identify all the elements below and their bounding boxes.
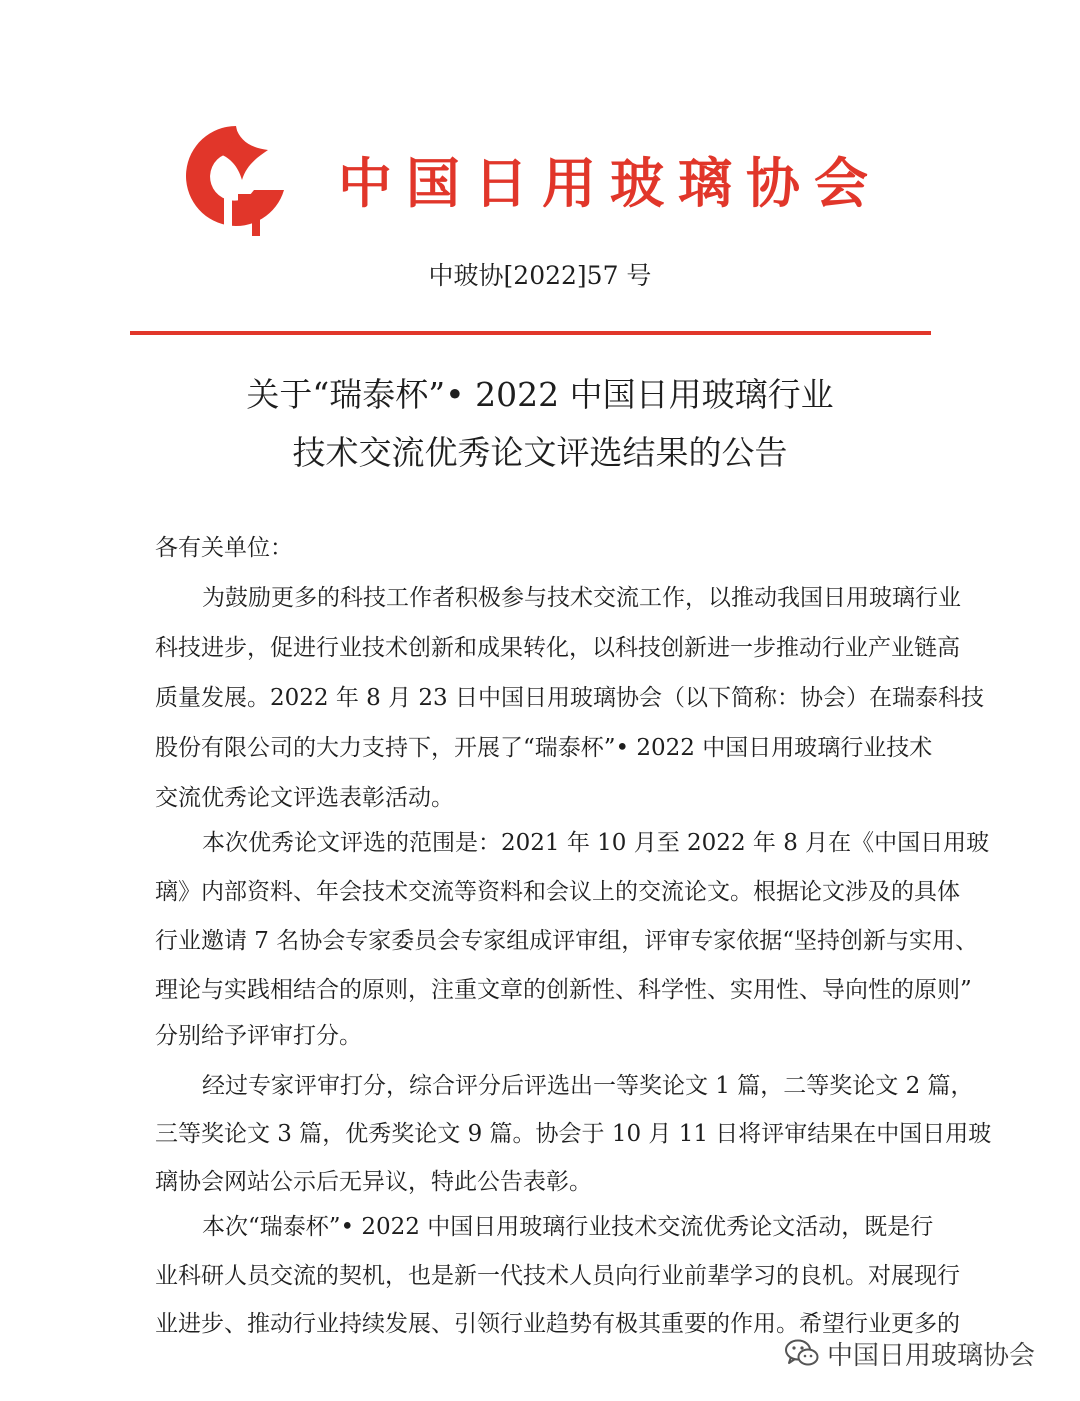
salutation: 各有关单位：	[155, 535, 293, 561]
body-line: 本次“瑞泰杯”• 2022 中国日用玻璃行业技术交流优秀论文活动，既是行	[202, 1214, 934, 1240]
wechat-icon	[785, 1338, 819, 1368]
watermark-text: 中国日用玻璃协会	[827, 1340, 1036, 1371]
body-line: 股份有限公司的大力支持下，开展了“瑞泰杯”• 2022 中国日用玻璃行业技术	[155, 735, 933, 761]
association-logo	[180, 120, 292, 238]
announcement-title-line-1: 关于“瑞泰杯”• 2022 中国日用玻璃行业	[246, 375, 834, 414]
body-line: 交流优秀论文评选表彰活动。	[155, 785, 454, 811]
body-line: 本次优秀论文评选的范围是：2021 年 10 月至 2022 年 8 月在《中国日用玻	[202, 830, 990, 856]
body-line: 为鼓励更多的科技工作者积极参与技术交流工作，以推动我国日用玻璃行业	[202, 585, 961, 611]
header-divider	[130, 331, 931, 335]
body-line: 分别给予评审打分。	[155, 1023, 362, 1049]
body-line: 三等奖论文 3 篇，优秀奖论文 9 篇。协会于 10 月 11 日将评审结果在中国日用玻	[155, 1121, 992, 1147]
body-line: 科技进步，促进行业技术创新和成果转化，以科技创新进一步推动行业产业链高	[155, 635, 960, 661]
body-line: 质量发展。2022 年 8 月 23 日中国日用玻璃协会（以下简称：协会）在瑞泰科技	[155, 685, 984, 711]
body-line: 璃》内部资料、年会技术交流等资料和会议上的交流论文。根据论文涉及的具体	[155, 879, 960, 905]
body-line: 业进步、推动行业持续发展、引领行业趋势有极其重要的作用。希望行业更多的	[155, 1311, 960, 1337]
body-line: 业科研人员交流的契机，也是新一代技术人员向行业前辈学习的良机。对展现行	[155, 1263, 960, 1289]
organization-name: 中国日用玻璃协会	[338, 151, 882, 215]
body-line: 行业邀请 7 名协会专家委员会专家组成评审组，评审专家依据“坚持创新与实用、	[155, 928, 979, 954]
body-line: 璃协会网站公示后无异议，特此公告表彰。	[155, 1169, 592, 1195]
wechat-watermark	[785, 1333, 1035, 1373]
body-line: 经过专家评审打分，综合评分后评选出一等奖论文 1 篇，二等奖论文 2 篇，	[202, 1073, 974, 1099]
body-line: 理论与实践相结合的原则，注重文章的创新性、科学性、实用性、导向性的原则”	[155, 977, 972, 1003]
announcement-title-line-2: 技术交流优秀论文评选结果的公告	[292, 433, 788, 472]
document-number: 中玻协[2022]57 号	[428, 261, 652, 290]
